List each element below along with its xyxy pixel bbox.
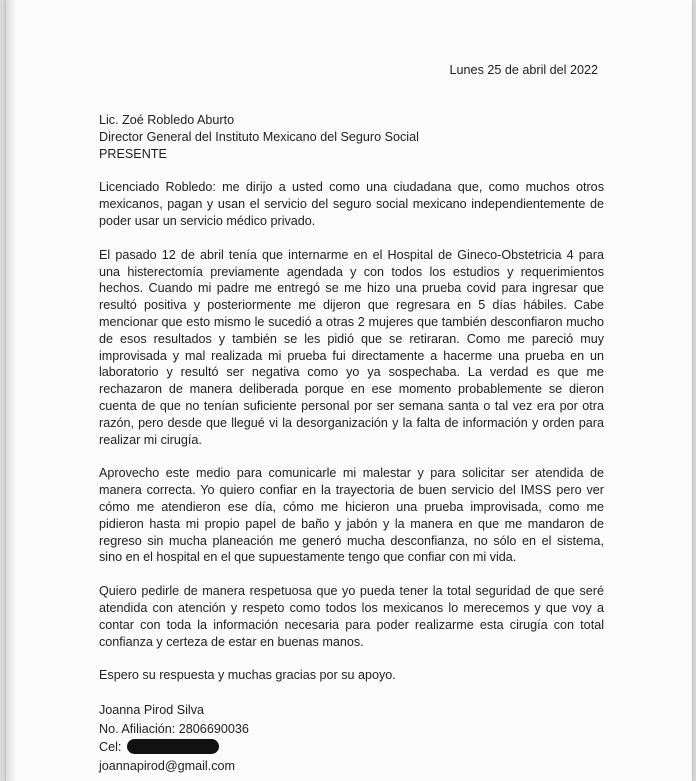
recipient-position: Director General del Instituto Mexicano del Seguro Social: [99, 129, 419, 144]
page-edge-shadow: [6, 0, 16, 781]
signature-block: [99, 701, 604, 775]
paragraph-greeting: Licenciado Robledo: me dirijo a usted como una ciudadana que, como muchos otros mexicanos, pagan y usan el servicio del seguro social mexicano independientemente de poder usar un servicio médico privado.: [99, 180, 604, 228]
letter-body: [99, 112, 604, 775]
recipient-name: Lic. Zoé Robledo Aburto: [99, 113, 235, 127]
signature-name: Joanna Pirod Silva: [99, 703, 205, 718]
paragraph-closing: Espero su respuesta y muchas gracias por su apoyo.: [99, 668, 396, 683]
paragraph-incident: El pasado 12 de abril tenía que internarme en el Hospital de Gineco-Obstetricia 4 para una histerectomía previamente agendada y con todos los estudios y requerimientos hechos. Cuando mi padre me entregó se me hizo una prueba covid para ingresar que resultó positiva y posteriormente me dijeron que regresara en 5 días hábiles. Cabe mencionar que esto mismo le sucedió a otras 2 mujeres que también desconfiaron mucho de esos resultados y también se les pidió que se retiraran. Como me pareció muy improvisada y mal realizada mi prueba fui directamente a hacerme una prueba en un laboratorio y resultó ser negativa como yo ya sospechaba. La verdad es que me rechazaron de manera deliberada porque en ese momento probablemente se dieron cuenta de que no tenían suficiente personal por ser semana santa o tal vez era por otra razón, pero desde que llegué vi la desorganización y la falta de información y orden para realizar mi cirugía.: [99, 247, 604, 447]
paragraph-complaint: Aprovecho este medio para comunicarle mi malestar y para solicitar ser atendida de manera correcta. Yo quiero confiar en la trayectoria de buen servicio del IMSS pero ver cómo me atendieron ese día, cómo me hicieron una prueba improvisada, como me pidieron hasta mi propio papel de baño y jabón y la manera en que me mandaron de regreso sin mucha planeación me generó mucha desconfianza, no sólo en el sistema, sino en el hospital en el que supuestamente tengo que confiar con mi vida.: [99, 466, 604, 565]
cel-label: Cel:: [99, 740, 122, 755]
redaction-bar: [127, 739, 219, 754]
signature-affiliation: No. Afiliación: 2806690036: [99, 721, 249, 736]
recipient-block: [99, 112, 604, 162]
paragraph-request: Quiero pedirle de manera respetuosa que yo pueda tener la total seguridad de que seré atendida con atención y respeto como todos los mexicanos lo merecemos y que voy a contar con toda la información necesaria para poder realizarme esta cirugía con total confianza y certeza de estar en buenas manos.: [99, 584, 604, 649]
letter-date: Lunes 25 de abril del 2022: [449, 63, 598, 77]
signature-cel: [99, 738, 604, 757]
signature-email: joannapirod@gmail.com: [99, 758, 235, 773]
letter-page: [6, 0, 692, 781]
recipient-presente: PRESENTE: [99, 146, 167, 161]
